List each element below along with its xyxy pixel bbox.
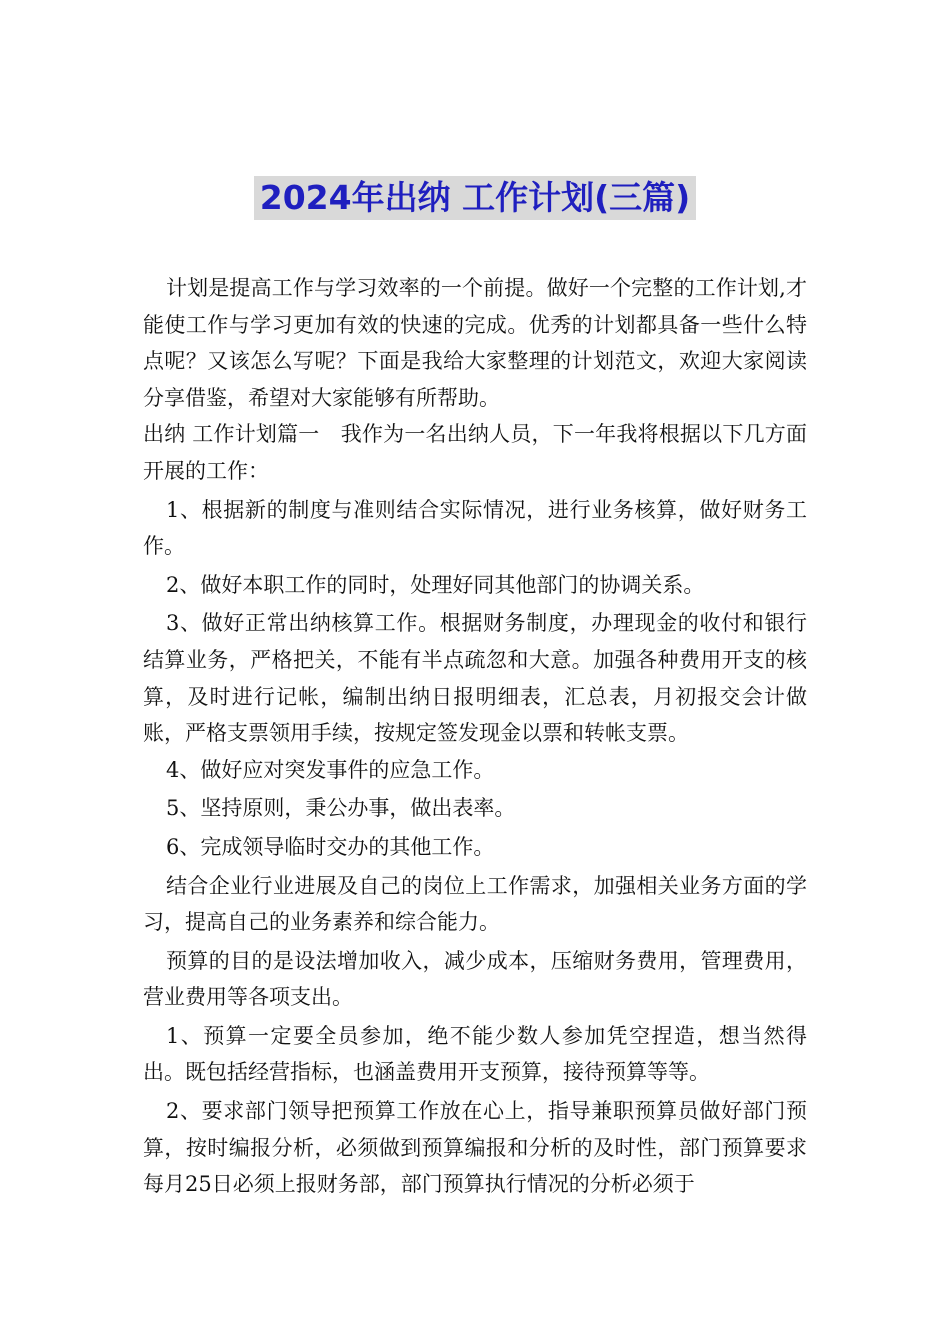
list-item: 5、坚持原则，秉公办事，做出表率。 — [166, 796, 516, 821]
paragraph-intro: 计划是提高工作与学习效率的一个前提。做好一个完整的工作计划,才能使工作与学习更加有效的快速的完成。优秀的计划都具备一些什么特点呢？又该怎么写呢？下面是我给大家整理的计划范文，欢迎大家阅读分享借鉴，希望对大家能够有所帮助。 — [143, 276, 807, 410]
list-item: 3、做好正常出纳核算工作。根据财务制度，办理现金的收付和银行结算业务，严格把关，不能有半点疏忽和大意。加强各种费用开支的核算，及时进行记帐，编制出纳日报明细表，汇总表，月初报交会计做账，严格支票领用手续，按规定签发现金以票和转帐支票。 — [143, 611, 807, 746]
list-item: 2、要求部门领导把预算工作放在心上，指导兼职预算员做好部门预算，按时编报分析，必须做到预算编报和分析的及时性，部门预算要求每月25日必须上报财务部，部门预算执行情况的分析必须于 — [143, 1099, 807, 1197]
document-title: 2024年出纳 工作计划(三篇) — [254, 176, 697, 220]
list-item: 2、做好本职工作的同时，处理好同其他部门的协调关系。 — [166, 572, 705, 597]
paragraph-section-heading: 出纳 工作计划篇一 我作为一名出纳人员，下一年我将根据以下几方面开展的工作： — [143, 422, 807, 483]
paragraph: 预算的目的是设法增加收入，减少成本，压缩财务费用，管理费用，营业费用等各项支出。 — [143, 948, 807, 1010]
paragraph: 结合企业行业进展及自己的岗位上工作需求，加强相关业务方面的学习，提高自己的业务素养和综合能力。 — [143, 873, 807, 935]
list-item: 4、做好应对突发事件的应急工作。 — [166, 757, 495, 782]
list-item: 1、预算一定要全员参加，绝不能少数人参加凭空捏造，想当然得出。既包括经营指标，也涵盖费用开支预算，接待预算等等。 — [143, 1023, 807, 1085]
list-item: 6、完成领导临时交办的其他工作。 — [166, 834, 495, 859]
title-container — [0, 176, 950, 220]
document-body — [143, 270, 807, 1203]
list-item: 1、根据新的制度与准则结合实际情况，进行业务核算，做好财务工作。 — [143, 497, 807, 559]
